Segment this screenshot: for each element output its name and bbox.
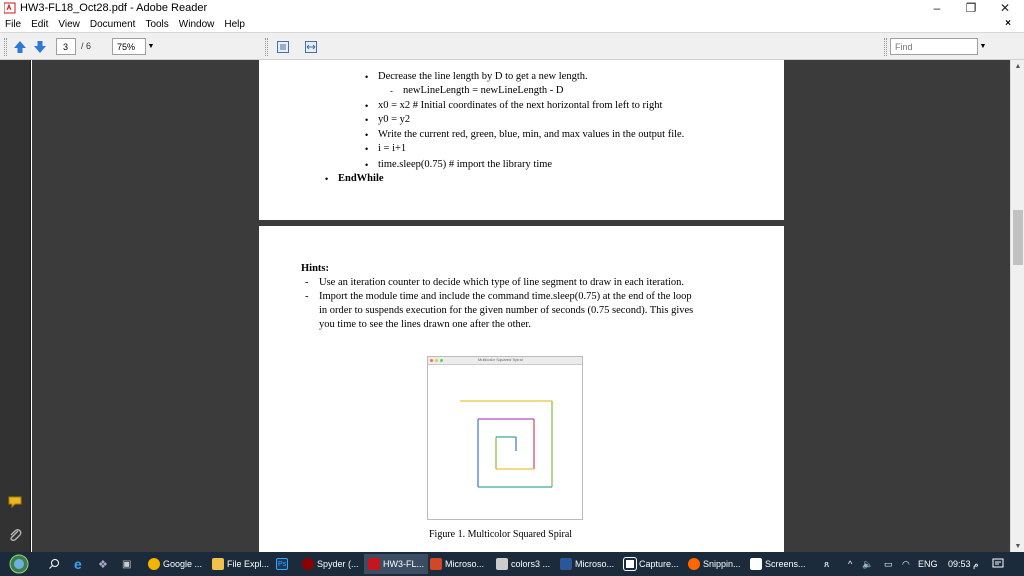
toolbar-grip-2[interactable]: [265, 38, 268, 56]
people-icon[interactable]: ጸ: [824, 558, 830, 569]
fit-width-icon: [304, 40, 318, 54]
powerpoint-icon: [430, 558, 442, 570]
pseudocode-line: x0 = x2 # Initial coordinates of the next horizontal from left to right: [378, 100, 663, 111]
taskbar-item[interactable]: Spyder (...: [302, 554, 359, 574]
clock[interactable]: 09:53 م: [948, 558, 979, 569]
hint-item: Import the module time and include the command time.sleep(0.75) at the end of the loop: [319, 291, 692, 302]
taskbar-item[interactable]: Snippin...: [688, 554, 741, 574]
scroll-thumb[interactable]: [1013, 210, 1023, 265]
title-bar: [0, 0, 1024, 16]
wifi-icon[interactable]: ◠: [902, 558, 910, 569]
dash: -: [305, 277, 309, 288]
dash: -: [305, 291, 309, 302]
figure-window-title: Multicolor Squared Spiral: [478, 357, 523, 362]
pinned-monitor-button[interactable]: [122, 554, 131, 574]
menu-file[interactable]: File: [5, 18, 22, 30]
taskbar-item[interactable]: colors3 ...: [496, 554, 550, 574]
scroll-up-icon[interactable]: ▲: [1014, 62, 1022, 70]
toolbar: [0, 32, 1024, 60]
bullet: •: [365, 115, 369, 125]
figure-caption: Figure 1. Multicolor Squared Spiral: [429, 529, 573, 540]
speech-bubble-icon: [7, 494, 23, 510]
toolbar-grip-3[interactable]: [884, 38, 887, 56]
page-number-input[interactable]: 3: [56, 38, 76, 55]
word-icon: [560, 558, 572, 570]
arrow-up-icon: [13, 40, 27, 54]
bullet: •: [365, 144, 369, 154]
navigation-panel: [0, 60, 31, 552]
start-button[interactable]: [8, 554, 36, 574]
pseudocode-line: time.sleep(0.75) # import the library time: [378, 159, 553, 170]
pdf-page-top: [259, 60, 784, 220]
edge-icon: e: [74, 556, 82, 572]
menu-edit[interactable]: Edit: [31, 18, 49, 30]
battery-icon[interactable]: ▭: [884, 558, 893, 569]
bullet: •: [365, 160, 369, 170]
snipping-tool-icon: [688, 558, 700, 570]
notepad-icon: [496, 558, 508, 570]
adobe-reader-icon: [4, 2, 16, 14]
bullet: -: [390, 86, 393, 96]
window-title: HW3-FL18_Oct28.pdf - Adobe Reader: [20, 2, 208, 14]
vertical-scrollbar[interactable]: [1010, 60, 1024, 552]
action-center-icon: [992, 558, 1004, 570]
volume-icon[interactable]: 🔈: [862, 558, 874, 569]
restore-button[interactable]: ❐: [965, 1, 977, 15]
taskbar-item[interactable]: Microso...: [430, 554, 484, 574]
fit-page-button[interactable]: [275, 39, 291, 55]
adobe-reader-icon: [368, 558, 380, 570]
windows-start-icon: [8, 554, 30, 574]
menu-bar: [0, 16, 1024, 32]
toolbar-grip[interactable]: [4, 38, 7, 56]
figure-titlebar: [428, 357, 582, 365]
spyder-icon: [302, 558, 314, 570]
minimize-button[interactable]: –: [933, 1, 941, 15]
hints-title: Hints:: [301, 263, 330, 274]
attachments-button[interactable]: [6, 526, 24, 544]
language-indicator[interactable]: ENG: [918, 559, 938, 569]
endwhile-line: EndWhile: [338, 173, 384, 184]
show-hidden-icons-button[interactable]: ^: [848, 559, 853, 569]
taskbar-item[interactable]: Microso...: [560, 554, 614, 574]
spiral-drawing: [428, 365, 582, 519]
zoom-dropdown[interactable]: ▼: [147, 43, 155, 50]
scroll-down-icon[interactable]: ▼: [1014, 542, 1022, 550]
pseudocode-line: y0 = y2: [378, 114, 411, 125]
taskbar-item[interactable]: Google ...: [148, 554, 202, 574]
bullet: •: [325, 174, 329, 184]
pseudocode-line: newLineLength = newLineLength - D: [403, 85, 564, 96]
find-dropdown[interactable]: ▼: [979, 43, 987, 50]
menu-help[interactable]: Help: [224, 18, 245, 30]
edge-button[interactable]: [74, 554, 82, 574]
taskbar: [0, 552, 1024, 576]
fit-page-icon: [276, 40, 290, 54]
image-icon: [750, 558, 762, 570]
find-input[interactable]: [890, 38, 978, 55]
pseudocode-line: Write the current red, green, blue, min, and max values in the output file.: [378, 129, 685, 140]
search-button[interactable]: [48, 554, 60, 574]
zoom-input[interactable]: 75%: [112, 38, 146, 55]
menu-window[interactable]: Window: [178, 18, 215, 30]
next-page-button[interactable]: [32, 39, 48, 55]
chrome-icon: [148, 558, 160, 570]
pinned-app-icon: ❖: [98, 558, 108, 571]
paperclip-icon: [7, 527, 23, 543]
bullet: •: [365, 72, 369, 82]
arrow-down-icon: [33, 40, 47, 54]
notifications-icon[interactable]: [992, 554, 1004, 574]
document-view[interactable]: [32, 60, 1010, 552]
page-total: / 6: [81, 41, 92, 51]
comment-button[interactable]: [6, 493, 24, 511]
hint-item-cont: you time to see the lines drawn one after the other.: [319, 319, 531, 330]
monitor-icon: ▣: [122, 558, 132, 570]
taskbar-item-active[interactable]: HW3-FL...: [364, 554, 428, 574]
menu-view[interactable]: View: [58, 18, 80, 30]
taskbar-item[interactable]: Screens...: [750, 554, 806, 574]
hint-item-cont: in order to suspends execution for the given number of seconds (0.75 second). This gives: [319, 305, 694, 316]
pseudocode-line: i = i+1: [378, 143, 407, 154]
folder-icon: [212, 558, 224, 570]
menu-tools[interactable]: Tools: [145, 18, 169, 30]
menu-document[interactable]: Document: [89, 18, 136, 30]
taskbar-item[interactable]: Ps: [276, 554, 290, 574]
fit-width-button[interactable]: [303, 39, 319, 55]
bullet: •: [365, 130, 369, 140]
hint-item: Use an iteration counter to decide which type of line segment to draw in each iteration.: [319, 277, 685, 288]
pseudocode-line: Decrease the line length by D to get a new length.: [378, 71, 588, 82]
document-close-button[interactable]: ×: [1005, 18, 1011, 29]
previous-page-button[interactable]: [12, 39, 28, 55]
close-button[interactable]: ✕: [999, 1, 1011, 15]
bullet: •: [365, 101, 369, 111]
taskbar-item[interactable]: File Expl...: [212, 554, 269, 574]
capture-icon: [624, 558, 636, 570]
search-icon: [48, 558, 60, 570]
pdf-page-current: [259, 226, 784, 552]
taskbar-item[interactable]: Capture...: [624, 554, 679, 574]
figure-window: [427, 356, 583, 520]
pinned-app-button[interactable]: [98, 554, 108, 574]
